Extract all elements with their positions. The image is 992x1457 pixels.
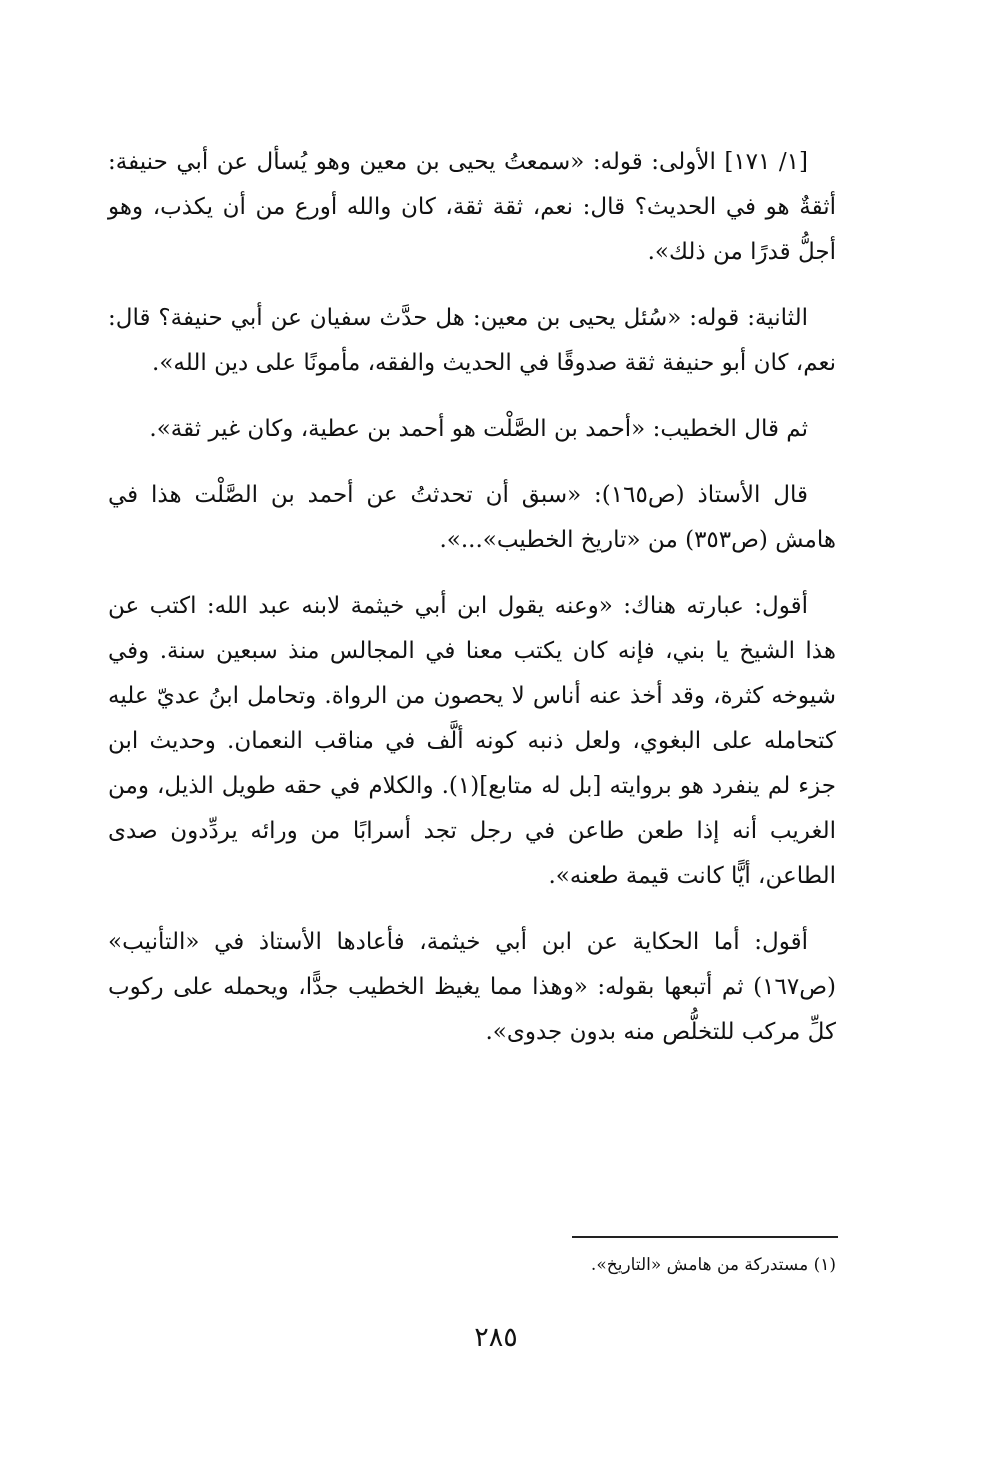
paragraph-second-narration: الثانية: قوله: «سُئل يحيى بن معين: هل حدَّث سفيان عن أبي حنيفة؟ قال: نعم، كان أبو حنيفة ثقة صدوقًا في الحديث والفقه، مأمونًا على دين الله». [108,305,836,376]
main-text-block [108,140,836,1076]
paragraph-author-reply-2: أقول: أما الحكاية عن ابن أبي خيثمة، فأعادها الأستاذ في «التأنيب» (ص١٦٧) ثم أتبعها بقوله: «وهذا مما يغيظ الخطيب جدًّا، ويحمله على ركوب كلِّ مركب للتخلُّص منه بدون جدوى». [108,929,836,1045]
footnote: (١) مستدركة من هامش «التاريخ». [590,1255,836,1275]
paragraph-author-reply-1: أقول: عبارته هناك: «وعنه يقول ابن أبي خيثمة لابنه عبد الله: اكتب عن هذا الشيخ يا بني، فإنه كان يكتب معنا في المجالس منذ سبعين سنة. وفي شيوخه كثرة، وقد أخذ عنه أناس لا يحصون من الرواة. وتحامل ابنُ عديّ عليه كتحامله على البغوي، ولعل ذنبه كونه ألَّف في مناقب النعمان. وحديث ابن جزء لم ينفرد هو بروايته [بل له متابع](١). والكلام في حقه طويل الذيل، ومن الغريب أنه إذا طعن طاعن في رجل تجد أسرابًا من ورائه يردِّدون صدى الطاعن، أيًّا كانت قيمة طعنه». [108,593,836,889]
footnote-divider [572,1236,838,1238]
paragraph-khatib-remark: ثم قال الخطيب: «أحمد بن الصَّلْت هو أحمد بن عطية، وكان غير ثقة». [149,416,808,442]
page-number: ٢٨٥ [474,1322,518,1353]
paragraph-ustadh-quote: قال الأستاذ (ص١٦٥): «سبق أن تحدثتُ عن أحمد بن الصَّلْت هذا في هامش (ص٣٥٣) من «تاريخ الخطيب»...». [108,482,836,553]
paragraph-first-narration: [١/ ١٧١] الأولى: قوله: «سمعتُ يحيى بن معين وهو يُسأل عن أبي حنيفة: أثقةٌ هو في الحديث؟ قال: نعم، ثقة ثقة، كان والله أورع من أن يكذب، وهو أجلُّ قدرًا من ذلك». [108,149,836,265]
